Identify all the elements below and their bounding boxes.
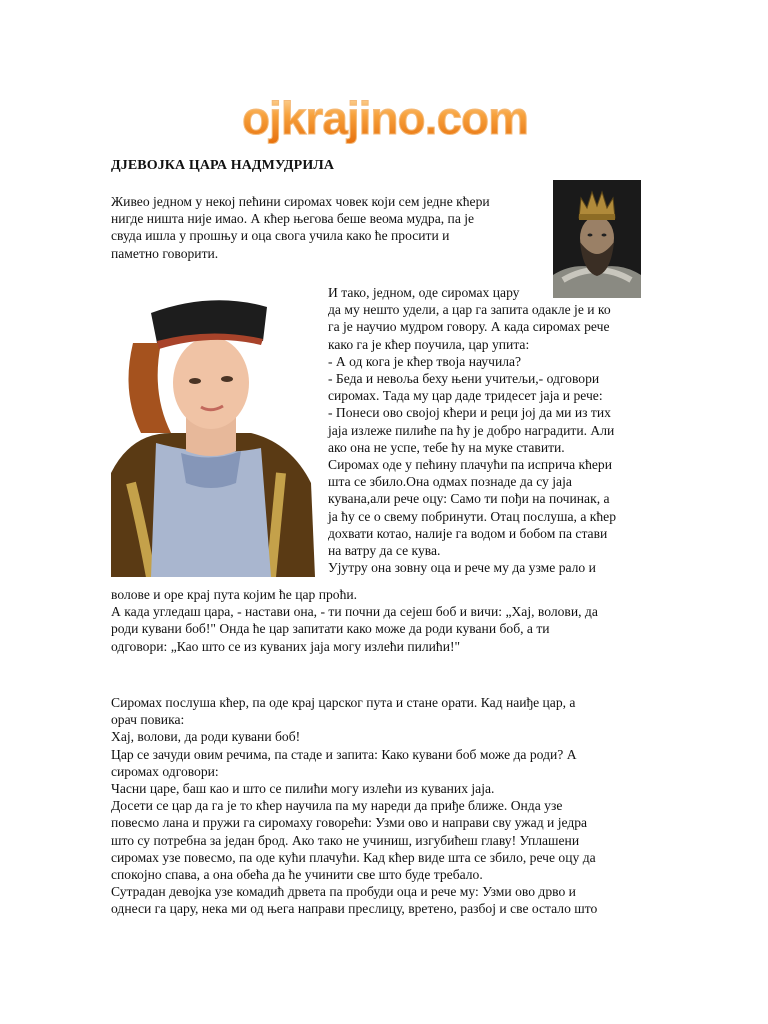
text-line: спокојно спава, а она обећа да ће учинити све што буде требало.	[111, 867, 483, 883]
middle-paragraph	[328, 284, 616, 576]
text-line: роди кувани боб!" Онда ће цар запитати како може да роди кувани боб, а ти	[111, 621, 550, 637]
final-paragraph	[111, 694, 597, 918]
girl-in-folk-costume-image	[111, 283, 315, 577]
site-logo	[205, 92, 565, 144]
continuation-paragraph	[111, 586, 598, 655]
text-line: јаја излеже пилиће па ћу је добро наградити. Али	[328, 422, 615, 438]
page-title: ДЈЕВОЈКА ЦАРА НАДМУДРИЛА	[111, 158, 335, 173]
text-line: волове и оре крај пута којим ће цар проћи.	[111, 587, 358, 602]
text-line: нигде ништа није имао. А кћер његова беше веома мудра, па је	[111, 211, 475, 227]
text-line: Часни царе, баш као и што се пилићи могу излећи из куваних јаја.	[111, 781, 495, 797]
text-line: сиромах. Тада му цар даде тридесет јаја и рече:	[328, 388, 603, 404]
text-line: на ватру да се кува.	[328, 543, 441, 559]
text-line: Живео једном у некој пећини сиромах човек који сем једне кћери	[111, 194, 490, 209]
text-line: одговори: „Као што се из куваних јаја могу излећи пилићи!"	[111, 638, 461, 654]
text-line: И тако, једном, оде сиромах цару	[328, 285, 520, 300]
intro-paragraph	[111, 193, 490, 262]
text-line: кувана,али рече оцу: Само ти пођи на починак, а	[328, 491, 610, 507]
text-line: ако она не успе, тебе ћу на муке ставити.	[328, 439, 565, 455]
text-line: како га је кћер поучила, цар упита:	[328, 336, 530, 352]
text-line: Досети се цар да га је то кћер научила па му нареди да приђе ближе. Онда узе	[111, 798, 563, 814]
text-line: Сиромах оде у пећину плачући па исприча кћери	[328, 457, 613, 473]
text-line: шта се збило.Она одмах познаде да су јаја	[328, 474, 572, 490]
text-line: сиромах узе повесмо, па оде кући плачући. Кад кћер виде шта се збило, рече оцу да	[111, 849, 596, 865]
text-line: Сутрадан девојка узе комадић дрвета па пробуди оца и рече му: Узми ово дрво и	[111, 884, 576, 900]
logo-text: ojkrajino.com	[241, 92, 529, 144]
king-portrait-image	[553, 180, 641, 298]
text-line: дохвати котао, налије га водом и бобом па стави	[328, 525, 608, 541]
text-line: сиромах одговори:	[111, 763, 219, 779]
text-line: - Беда и невоља беху њени учитељи,- одговори	[328, 371, 600, 387]
text-line: Сиромах послуша кћер, па оде крај царског пута и стане орати. Кад наиђе цар, а	[111, 695, 576, 710]
text-line: - Понеси ово својој кћери и реци јој да ми из тих	[328, 405, 611, 421]
text-line: што су потребна за један брод. Ако тако не учиниш, изгубићеш главу! Уплашени	[111, 832, 580, 848]
text-line: паметно говорити.	[111, 245, 219, 261]
text-line: свуда ишла у прошњу и оца свога учила како ће просити и	[111, 228, 450, 244]
text-line: да му нешто удели, а цар га запита одакле је и ко	[328, 302, 611, 318]
text-line: орач повика:	[111, 712, 185, 728]
text-line: Ујутру она зовну оца и рече му да узме рало и	[328, 560, 596, 576]
text-line: однеси га цару, нека ми од њега направи преслицу, вретено, разбој и све остало што	[111, 901, 598, 917]
text-line: Хај, волови, да роди кувани боб!	[111, 729, 301, 745]
text-line: повесмо лана и пружи га сиромаху говорећи: Узми ово и направи сву ужад и једра	[111, 815, 588, 831]
text-line: Цар се зачуди овим речима, па стаде и запита: Како кувани боб може да роди? А	[111, 746, 577, 762]
text-line: ја ћу се о свему побринути. Отац послуша, а кћер	[328, 508, 616, 524]
text-line: - А од кога је кћер твоја научила?	[328, 353, 522, 369]
text-line: га је научио мудром говору. А када сиромах рече	[328, 319, 610, 335]
text-line: А када угледаш цара, - настави она, - ти почни да сејеш боб и вичи: „Хај, волови, да	[111, 604, 598, 620]
